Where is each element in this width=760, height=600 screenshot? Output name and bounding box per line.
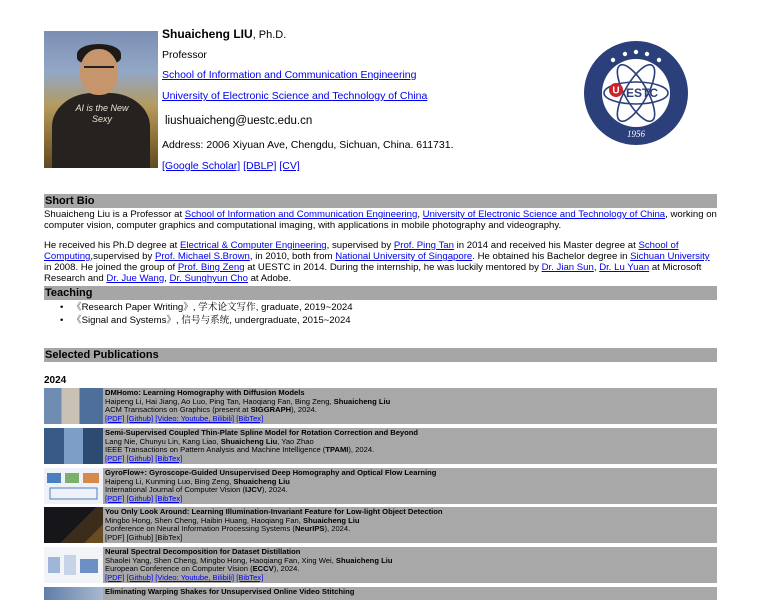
- publication-title: You Only Look Around: Learning Illumination-Invariant Feature for Low-light Object Detection: [105, 508, 443, 516]
- link-jian-sun[interactable]: Dr. Jian Sun: [541, 262, 594, 273]
- google-scholar-link[interactable]: [Google Scholar]: [162, 160, 241, 172]
- publication-authors: Shaolei Yang, Shen Cheng, Mingbo Hong, Haoqiang Fan, Xing Wei, Shuaicheng Liu: [105, 555, 393, 565]
- publication-thumbnail[interactable]: [44, 468, 103, 504]
- link-nus[interactable]: National University of Singapore: [335, 251, 473, 262]
- university-link[interactable]: University of Electronic Science and Technology of China: [162, 90, 428, 102]
- profile-links: [162, 160, 300, 172]
- uestc-logo: [583, 40, 689, 146]
- short-bio-heading: Short Bio: [44, 194, 717, 208]
- pdf-link[interactable]: [PDF]: [105, 532, 125, 542]
- bio-university-link[interactable]: University of Electronic Science and Technology of China: [422, 209, 666, 220]
- publication-title: GyroFlow+: Gyroscope-Guided Unsupervised Deep Homography and Optical Flow Learning: [105, 469, 437, 477]
- profile-name: Shuaicheng LIU, Ph.D.: [162, 27, 287, 41]
- link-sunghyun-cho[interactable]: Dr. Sunghyun Cho: [169, 273, 248, 284]
- publication-authors: Haipeng Li, Hai Jiang, Ao Luo, Ping Tan, Haoqiang Fan, Bing Zeng, Shuaicheng Liu: [105, 396, 391, 406]
- photo-shirt-text: AI is the New Sexy: [75, 103, 129, 124]
- publication-venue: IEEE Transactions on Pattern Analysis and Machine Intelligence (TPAMI), 2024.: [105, 445, 375, 455]
- video-link[interactable]: [Video: Youtube, Bilibili]: [155, 572, 235, 582]
- publication-title: Neural Spectral Decomposition for Dataset Distillation: [105, 548, 301, 556]
- publication-thumbnail[interactable]: [44, 547, 103, 583]
- logo-year: 1956: [627, 129, 645, 139]
- github-link[interactable]: [Github]: [126, 453, 154, 463]
- video-link[interactable]: [Video: Youtube, Bilibili]: [155, 413, 235, 423]
- github-link[interactable]: [Github]: [126, 493, 154, 503]
- teaching-item: • 《Signal and Systems》, 信号与系统, undergraduate, 2015~2024: [60, 315, 351, 326]
- publication-thumbnail[interactable]: [44, 507, 103, 543]
- publication-authors: Mingbo Hong, Shen Cheng, Haibin Huang, Haoqiang Fan, Shuaicheng Liu: [105, 515, 360, 525]
- link-ece[interactable]: Electrical & Computer Engineering: [180, 240, 327, 251]
- publication-thumbnail[interactable]: [44, 428, 103, 464]
- profile-title: Professor: [162, 49, 207, 61]
- link-bing-zeng[interactable]: Prof. Bing Zeng: [177, 262, 245, 273]
- publication-title: Eliminating Warping Shakes for Unsupervised Online Video Stitching: [105, 588, 355, 596]
- cv-link[interactable]: [CV]: [279, 160, 300, 172]
- link-sichuan-university[interactable]: Sichuan University: [630, 251, 710, 262]
- bibtex-link[interactable]: [BibTex]: [155, 453, 183, 463]
- bibtex-link[interactable]: [BibTex]: [155, 532, 183, 542]
- school-link[interactable]: School of Information and Communication Engineering: [162, 69, 417, 81]
- publication-item: [44, 547, 717, 583]
- publication-venue: European Conference on Computer Vision (ECCV), 2024.: [105, 564, 300, 574]
- profile-email: liushuaicheng@uestc.edu.cn: [165, 115, 313, 127]
- publication-item: [44, 428, 717, 464]
- publication-item: [44, 507, 717, 543]
- publication-thumbnail[interactable]: [44, 388, 103, 424]
- profile-address: Address: 2006 Xiyuan Ave, Chengdu, Sichuan, China. 611731.: [162, 139, 454, 151]
- dblp-link[interactable]: [DBLP]: [243, 160, 277, 172]
- publications-heading: Selected Publications: [44, 348, 717, 362]
- publication-venue: ACM Transactions on Graphics (present at SIGGRAPH), 2024.: [105, 405, 317, 415]
- profile-photo: [44, 31, 158, 168]
- bibtex-link[interactable]: [BibTex]: [236, 572, 264, 582]
- link-jue-wang[interactable]: Dr. Jue Wang: [106, 273, 165, 284]
- link-lu-yuan[interactable]: Dr. Lu Yuan: [599, 262, 650, 273]
- github-link[interactable]: [Github]: [126, 413, 154, 423]
- teaching-item: • 《Research Paper Writing》, 学术论文写作, graduate, 2019~2024: [60, 302, 353, 313]
- publication-item: [44, 468, 717, 504]
- bio-school-link[interactable]: School of Information and Communication Engineering: [184, 209, 418, 220]
- svg-text:U: U: [612, 85, 620, 97]
- link-ping-tan[interactable]: Prof. Ping Tan: [393, 240, 454, 251]
- teaching-heading: Teaching: [44, 286, 717, 300]
- publication-title: Semi-Supervised Coupled Thin-Plate Spline Model for Rotation Correction and Beyond: [105, 429, 419, 437]
- publication-authors: Lang Nie, Chunyu Lin, Kang Liao, Shuaicheng Liu, Yao Zhao: [105, 436, 314, 446]
- pdf-link[interactable]: [PDF]: [105, 493, 125, 503]
- pdf-link[interactable]: [PDF]: [105, 572, 125, 582]
- publication-title: DMHomo: Learning Homography with Diffusion Models: [105, 389, 305, 397]
- link-school-computing[interactable]: School of Computing: [44, 240, 679, 262]
- publication-item: [44, 587, 717, 600]
- bio-paragraph-1: Shuaicheng Liu is a Professor at School of Information and Communication Engineering, University of Electronic Science and Technology of China, working on computer vision, computer graphics and computational imaging, with applications in mobile photography and videography.: [44, 209, 717, 231]
- pdf-link[interactable]: [PDF]: [105, 453, 125, 463]
- publication-thumbnail[interactable]: [44, 587, 103, 600]
- publication-venue: International Journal of Computer Vision (IJCV), 2024.: [105, 485, 288, 495]
- bibtex-link[interactable]: [BibTex]: [155, 493, 183, 503]
- link-michael-brown[interactable]: Prof. Michael S.Brown: [154, 251, 250, 262]
- publication-venue: Conference on Neural Information Processing Systems (NeurIPS), 2024.: [105, 524, 351, 534]
- bio-paragraph-2: He received his Ph.D degree at Electrical & Computer Engineering, supervised by Prof. Ping Tan in 2014 and received his Master degree at School of Computing,supervised by Prof. Michael S.Brown, in 2010, both from National University of Singapore. He obtained his Bachelor degree in Sichuan University in 2008. He joined the group of Prof. Bing Zeng at UESTC in 2014. During the internship, he was luckily mentored by Dr. Jian Sun, Dr. Lu Yuan at Microsoft Research and Dr. Jue Wang, Dr. Sunghyun Cho at Adobe.: [44, 240, 710, 284]
- github-link[interactable]: [Github]: [126, 532, 154, 542]
- github-link[interactable]: [Github]: [126, 572, 154, 582]
- logo-initials: ESTC: [625, 86, 659, 100]
- bibtex-link[interactable]: [BibTex]: [236, 413, 264, 423]
- pdf-link[interactable]: [PDF]: [105, 413, 125, 423]
- publication-item: [44, 388, 717, 424]
- publication-authors: Haipeng Li, Kunming Luo, Bing Zeng, Shuaicheng Liu: [105, 476, 290, 486]
- publication-year: 2024: [44, 375, 67, 386]
